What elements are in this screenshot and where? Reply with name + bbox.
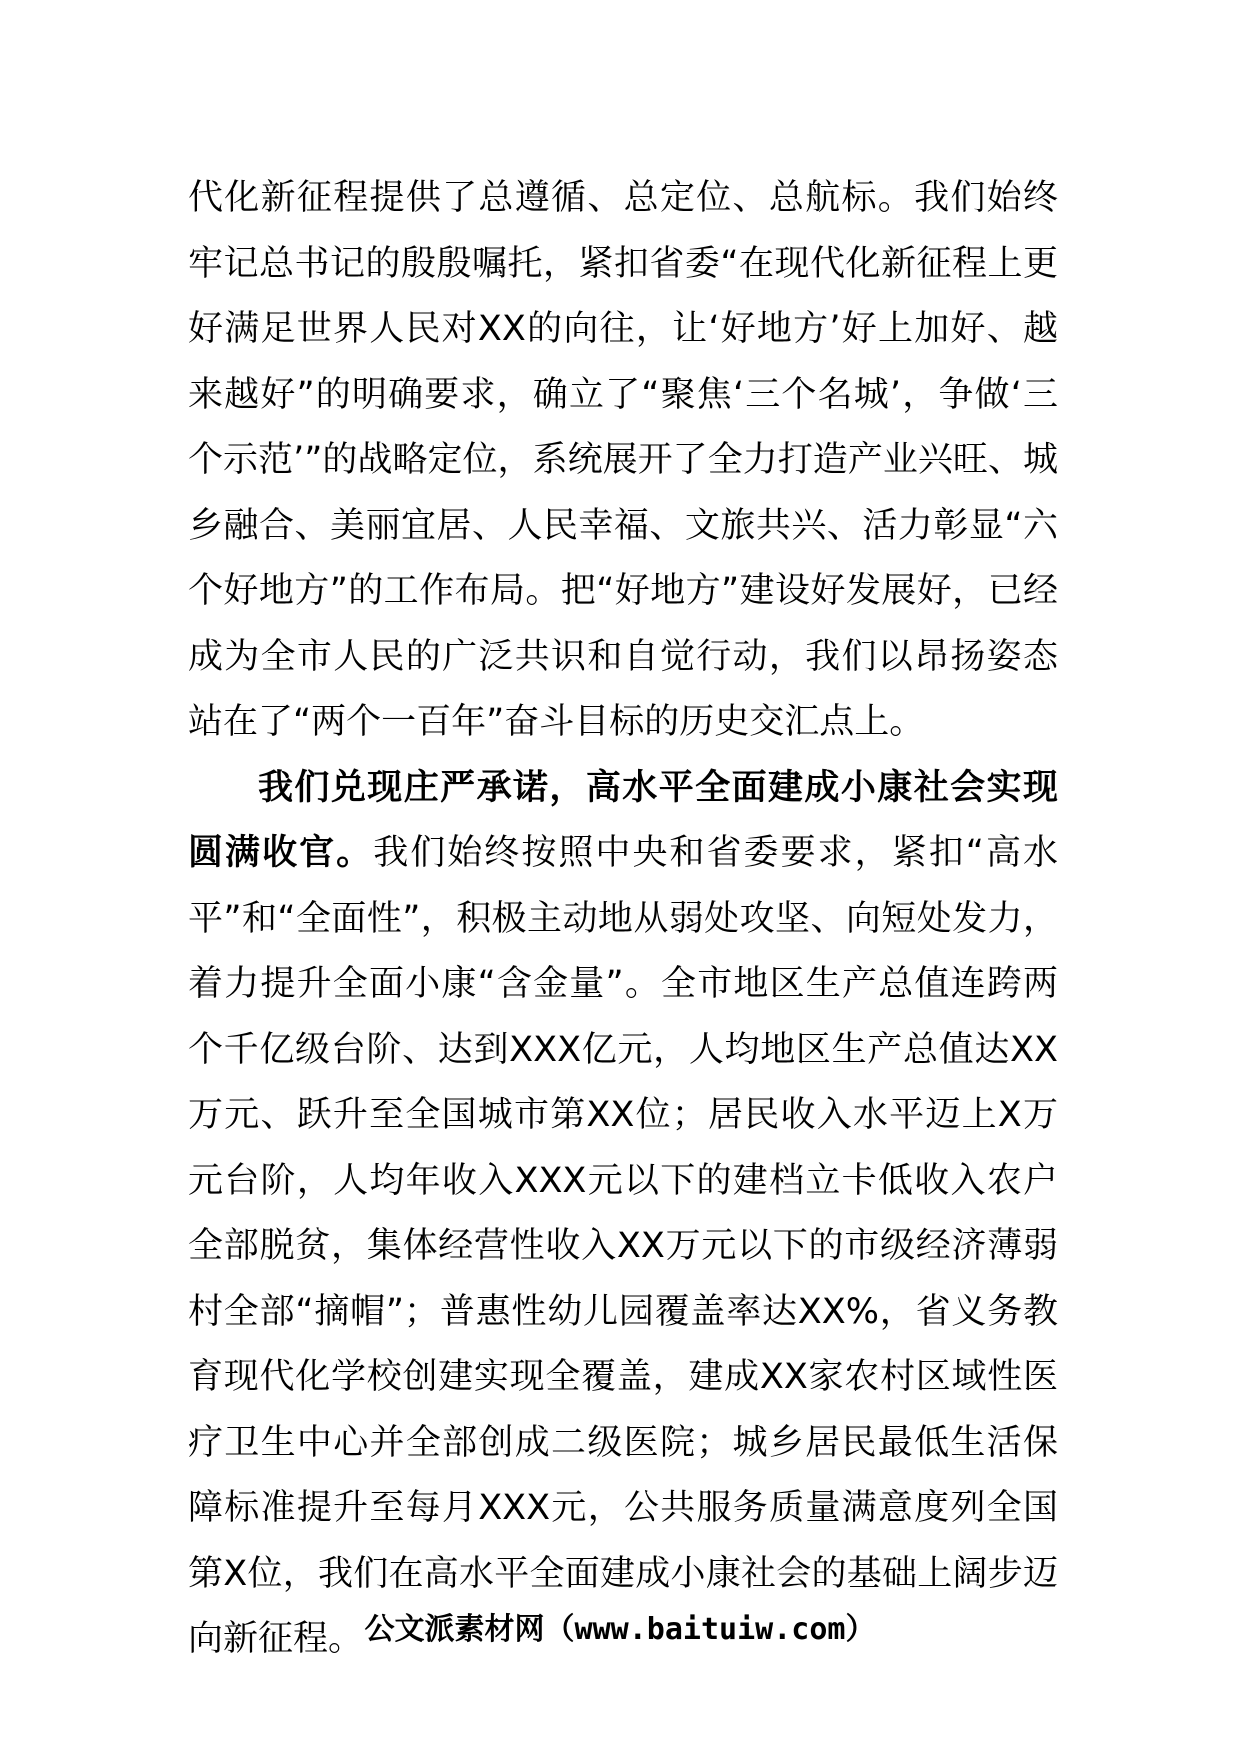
paragraph-achievement — [188, 756, 1058, 1673]
footer-site-name: 公文派素材网 — [364, 1612, 545, 1647]
document-body — [188, 166, 1058, 1673]
footer-url: （www.baituiw.com） — [544, 1612, 876, 1647]
paragraph-continuation: 代化新征程提供了总遵循、总定位、总航标。我们始终牢记总书记的殷殷嘱托，紧扣省委“在现代化新征程上更好满足世界人民对XX的向往，让‘好地方’好上加好、越来越好”的明确要求，确立了“聚焦‘三个名城’，争做‘三个示范’”的战略定位，系统展开了全力打造产业兴旺、城乡融合、美丽宜居、人民幸福、文旅共兴、活力彰显“六个好地方”的工作布局。把“好地方”建设好发展好，已经成为全市人民的广泛共识和自觉行动，我们以昂扬姿态站在了“两个一百年”奋斗目标的历史交汇点上。 — [188, 178, 1058, 742]
paragraph-text: 我们始终按照中央和省委要求，紧扣“高水平”和“全面性”，积极主动地从弱处攻坚、向短处发力，着力提升全面小康“含金量”。全市地区生产总值连跨两个千亿级台阶、达到XXX亿元，人均地区生产总值达XX万元、跃升至全国城市第XX位；居民收入水平迈上X万元台阶，人均年收入XXX元以下的建档立卡低收入农户全部脱贫，集体经营性收入XX万元以下的市级经济薄弱村全部“摘帽”；普惠性幼儿园覆盖率达XX%，省义务教育现代化学校创建实现全覆盖，建成XX家农村区域性医疗卫生中心并全部创成二级医院；城乡居民最低生活保障标准提升至每月XXX元，公共服务质量满意度列全国第X位，我们在高水平全面建成小康社会的基础上阔步迈向新征程。 — [188, 833, 1058, 1659]
footer-watermark — [0, 1610, 1240, 1650]
paragraph-heading: 我们兑现庄严承诺，高水平全面建成小康社会实现圆满收官。 — [188, 767, 1058, 873]
